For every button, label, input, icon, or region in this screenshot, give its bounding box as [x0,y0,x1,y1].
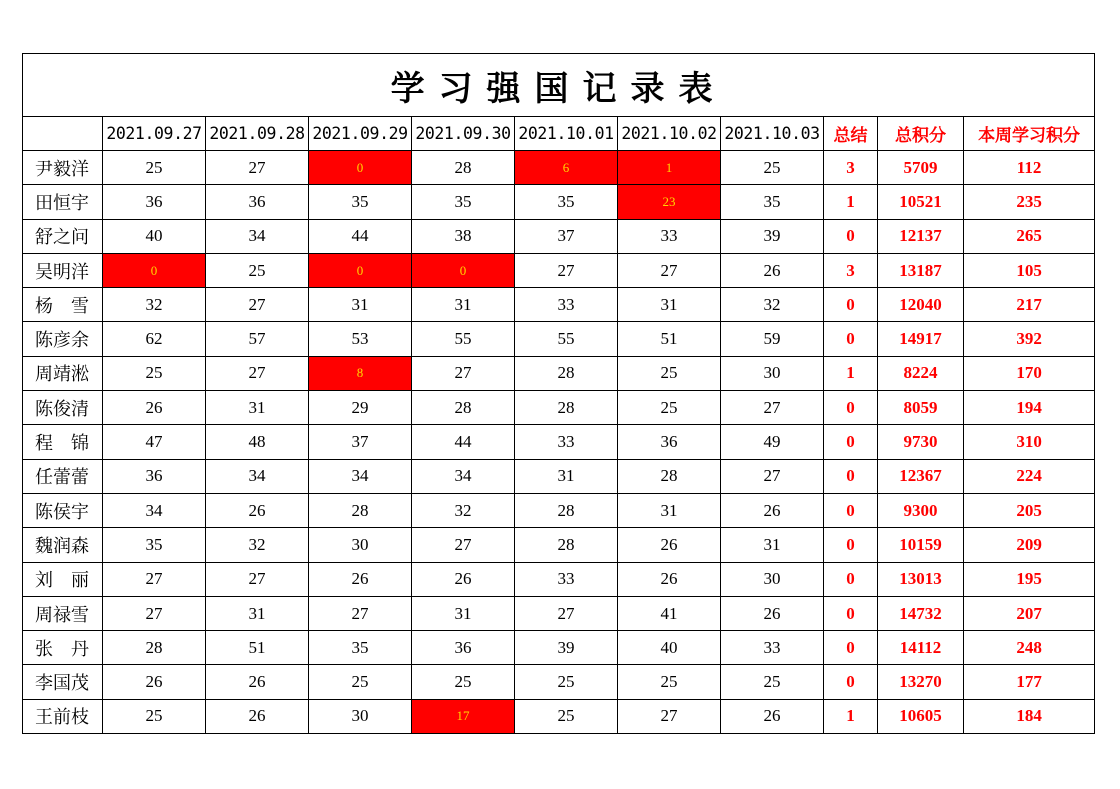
header-date: 2021.10.03 [721,117,824,151]
daily-score-cell: 33 [515,425,618,459]
daily-score-cell: 30 [721,356,824,390]
summary-cell: 0 [824,219,878,253]
daily-score-cell: 25 [206,253,309,287]
daily-score-cell: 31 [515,459,618,493]
weekly-score-cell: 248 [964,631,1095,665]
header-date: 2021.10.02 [618,117,721,151]
daily-score-cell: 57 [206,322,309,356]
total-score-cell: 10521 [878,185,964,219]
table-row [23,185,1095,219]
daily-score-cell: 26 [206,665,309,699]
summary-cell: 0 [824,665,878,699]
daily-score-cell: 36 [206,185,309,219]
student-name: 杨 雪 [23,288,103,322]
daily-score-cell: 25 [618,665,721,699]
weekly-score-cell: 112 [964,151,1095,185]
daily-score-cell: 1 [618,151,721,185]
summary-cell: 0 [824,528,878,562]
student-name: 吴明洋 [23,253,103,287]
weekly-score-cell: 265 [964,219,1095,253]
daily-score-cell: 27 [515,596,618,630]
daily-score-cell: 27 [412,528,515,562]
student-name: 魏润森 [23,528,103,562]
daily-score-cell: 29 [309,391,412,425]
daily-score-cell: 28 [412,151,515,185]
table-row [23,151,1095,185]
daily-score-cell: 27 [412,356,515,390]
summary-cell: 1 [824,185,878,219]
daily-score-cell: 25 [103,699,206,733]
daily-score-cell: 30 [309,528,412,562]
daily-score-cell: 26 [721,596,824,630]
table-row [23,219,1095,253]
student-name: 程 锦 [23,425,103,459]
summary-cell: 0 [824,596,878,630]
daily-score-cell: 41 [618,596,721,630]
daily-score-cell: 27 [103,596,206,630]
table-row [23,253,1095,287]
total-score-cell: 12137 [878,219,964,253]
daily-score-cell: 37 [515,219,618,253]
daily-score-cell: 35 [412,185,515,219]
table-row [23,391,1095,425]
weekly-score-cell: 207 [964,596,1095,630]
daily-score-cell: 32 [103,288,206,322]
daily-score-cell: 33 [515,562,618,596]
table-row [23,528,1095,562]
header-row [23,117,1095,151]
table-row [23,288,1095,322]
daily-score-cell: 17 [412,699,515,733]
table-row [23,596,1095,630]
total-score-cell: 13270 [878,665,964,699]
weekly-score-cell: 224 [964,459,1095,493]
header-date: 2021.09.30 [412,117,515,151]
daily-score-cell: 55 [515,322,618,356]
header-date: 2021.09.28 [206,117,309,151]
daily-score-cell: 35 [721,185,824,219]
daily-score-cell: 31 [412,288,515,322]
daily-score-cell: 26 [721,699,824,733]
daily-score-cell: 30 [721,562,824,596]
weekly-score-cell: 105 [964,253,1095,287]
daily-score-cell: 28 [515,391,618,425]
table-row [23,665,1095,699]
daily-score-cell: 0 [309,253,412,287]
daily-score-cell: 28 [412,391,515,425]
daily-score-cell: 35 [515,185,618,219]
daily-score-cell: 26 [721,253,824,287]
daily-score-cell: 36 [103,185,206,219]
daily-score-cell: 49 [721,425,824,459]
total-score-cell: 14112 [878,631,964,665]
daily-score-cell: 32 [412,493,515,527]
daily-score-cell: 36 [103,459,206,493]
daily-score-cell: 28 [515,356,618,390]
daily-score-cell: 26 [721,493,824,527]
total-score-cell: 10159 [878,528,964,562]
header-summary: 总结 [824,117,878,151]
weekly-score-cell: 177 [964,665,1095,699]
daily-score-cell: 25 [721,665,824,699]
daily-score-cell: 34 [206,459,309,493]
daily-score-cell: 25 [309,665,412,699]
daily-score-cell: 55 [412,322,515,356]
daily-score-cell: 44 [412,425,515,459]
weekly-score-cell: 195 [964,562,1095,596]
daily-score-cell: 35 [309,185,412,219]
daily-score-cell: 59 [721,322,824,356]
header-date: 2021.10.01 [515,117,618,151]
total-score-cell: 9300 [878,493,964,527]
summary-cell: 0 [824,493,878,527]
daily-score-cell: 34 [103,493,206,527]
daily-score-cell: 25 [103,151,206,185]
daily-score-cell: 39 [515,631,618,665]
daily-score-cell: 25 [103,356,206,390]
header-week: 本周学习积分 [964,117,1095,151]
daily-score-cell: 25 [515,699,618,733]
header-total: 总积分 [878,117,964,151]
weekly-score-cell: 209 [964,528,1095,562]
daily-score-cell: 0 [309,151,412,185]
daily-score-cell: 27 [206,288,309,322]
daily-score-cell: 53 [309,322,412,356]
daily-score-cell: 28 [309,493,412,527]
total-score-cell: 12367 [878,459,964,493]
daily-score-cell: 31 [412,596,515,630]
daily-score-cell: 62 [103,322,206,356]
student-name: 李国茂 [23,665,103,699]
daily-score-cell: 26 [309,562,412,596]
daily-score-cell: 26 [618,528,721,562]
daily-score-cell: 40 [618,631,721,665]
daily-score-cell: 0 [103,253,206,287]
table-row [23,699,1095,733]
table-row [23,425,1095,459]
record-table [22,53,1095,734]
daily-score-cell: 25 [412,665,515,699]
daily-score-cell: 33 [515,288,618,322]
student-name: 刘 丽 [23,562,103,596]
daily-score-cell: 6 [515,151,618,185]
daily-score-cell: 26 [206,493,309,527]
student-name: 周禄雪 [23,596,103,630]
daily-score-cell: 27 [206,562,309,596]
daily-score-cell: 31 [618,493,721,527]
daily-score-cell: 35 [309,631,412,665]
total-score-cell: 5709 [878,151,964,185]
daily-score-cell: 34 [309,459,412,493]
daily-score-cell: 30 [309,699,412,733]
daily-score-cell: 31 [206,391,309,425]
daily-score-cell: 44 [309,219,412,253]
weekly-score-cell: 392 [964,322,1095,356]
student-name: 陈彦余 [23,322,103,356]
daily-score-cell: 33 [618,219,721,253]
summary-cell: 1 [824,699,878,733]
summary-cell: 0 [824,562,878,596]
daily-score-cell: 27 [721,391,824,425]
total-score-cell: 9730 [878,425,964,459]
daily-score-cell: 26 [618,562,721,596]
total-score-cell: 14732 [878,596,964,630]
weekly-score-cell: 205 [964,493,1095,527]
daily-score-cell: 51 [206,631,309,665]
daily-score-cell: 28 [103,631,206,665]
weekly-score-cell: 235 [964,185,1095,219]
table-row [23,322,1095,356]
daily-score-cell: 39 [721,219,824,253]
student-name: 任蕾蕾 [23,459,103,493]
daily-score-cell: 47 [103,425,206,459]
daily-score-cell: 25 [515,665,618,699]
header-date: 2021.09.27 [103,117,206,151]
daily-score-cell: 26 [103,391,206,425]
daily-score-cell: 31 [206,596,309,630]
daily-score-cell: 25 [618,391,721,425]
daily-score-cell: 51 [618,322,721,356]
student-name: 陈侯宇 [23,493,103,527]
record-sheet [22,53,1095,734]
daily-score-cell: 8 [309,356,412,390]
daily-score-cell: 35 [103,528,206,562]
daily-score-cell: 28 [618,459,721,493]
total-score-cell: 13013 [878,562,964,596]
daily-score-cell: 25 [721,151,824,185]
summary-cell: 0 [824,322,878,356]
daily-score-cell: 48 [206,425,309,459]
daily-score-cell: 37 [309,425,412,459]
summary-cell: 3 [824,253,878,287]
daily-score-cell: 34 [206,219,309,253]
table-row [23,356,1095,390]
weekly-score-cell: 170 [964,356,1095,390]
daily-score-cell: 28 [515,528,618,562]
daily-score-cell: 23 [618,185,721,219]
daily-score-cell: 28 [515,493,618,527]
student-name: 田恒宇 [23,185,103,219]
summary-cell: 0 [824,459,878,493]
daily-score-cell: 27 [618,699,721,733]
table-row [23,493,1095,527]
student-name: 张 丹 [23,631,103,665]
daily-score-cell: 36 [412,631,515,665]
table-row [23,631,1095,665]
student-name: 舒之问 [23,219,103,253]
daily-score-cell: 31 [721,528,824,562]
daily-score-cell: 25 [618,356,721,390]
daily-score-cell: 27 [309,596,412,630]
daily-score-cell: 27 [515,253,618,287]
summary-cell: 1 [824,356,878,390]
page-title: 学习强国记录表 [23,54,1095,117]
student-name: 王前枝 [23,699,103,733]
daily-score-cell: 32 [721,288,824,322]
table-row [23,459,1095,493]
daily-score-cell: 0 [412,253,515,287]
daily-score-cell: 27 [206,356,309,390]
weekly-score-cell: 184 [964,699,1095,733]
total-score-cell: 10605 [878,699,964,733]
daily-score-cell: 26 [412,562,515,596]
summary-cell: 0 [824,391,878,425]
daily-score-cell: 27 [103,562,206,596]
daily-score-cell: 40 [103,219,206,253]
total-score-cell: 13187 [878,253,964,287]
table-row [23,562,1095,596]
student-name: 周靖淞 [23,356,103,390]
daily-score-cell: 27 [721,459,824,493]
daily-score-cell: 27 [206,151,309,185]
student-name: 陈俊清 [23,391,103,425]
daily-score-cell: 38 [412,219,515,253]
daily-score-cell: 32 [206,528,309,562]
weekly-score-cell: 217 [964,288,1095,322]
daily-score-cell: 31 [309,288,412,322]
daily-score-cell: 26 [103,665,206,699]
total-score-cell: 8224 [878,356,964,390]
daily-score-cell: 27 [618,253,721,287]
total-score-cell: 14917 [878,322,964,356]
summary-cell: 0 [824,288,878,322]
daily-score-cell: 33 [721,631,824,665]
daily-score-cell: 26 [206,699,309,733]
daily-score-cell: 36 [618,425,721,459]
summary-cell: 0 [824,425,878,459]
total-score-cell: 12040 [878,288,964,322]
summary-cell: 0 [824,631,878,665]
title-row [23,54,1095,117]
summary-cell: 3 [824,151,878,185]
student-name: 尹毅洋 [23,151,103,185]
daily-score-cell: 31 [618,288,721,322]
total-score-cell: 8059 [878,391,964,425]
weekly-score-cell: 194 [964,391,1095,425]
weekly-score-cell: 310 [964,425,1095,459]
header-name-cell [23,117,103,151]
header-date: 2021.09.29 [309,117,412,151]
daily-score-cell: 34 [412,459,515,493]
